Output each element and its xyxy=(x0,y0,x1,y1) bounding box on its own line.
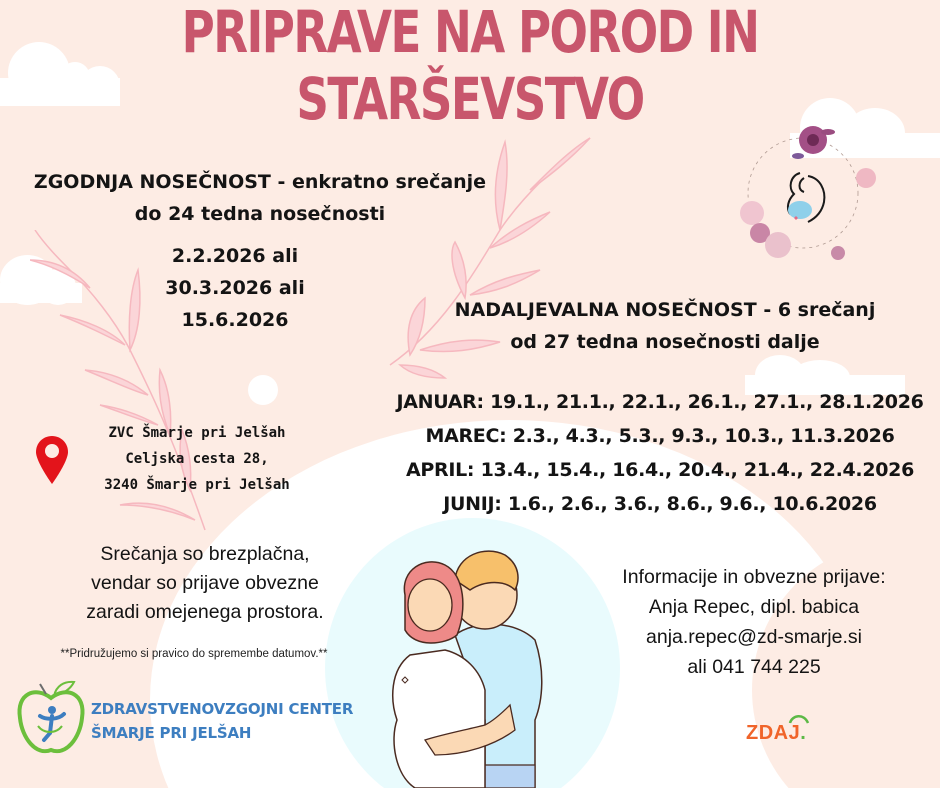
free-meetings-notice xyxy=(40,540,370,627)
early-date: 2.2.2026 ali xyxy=(171,245,299,267)
organization-name-line-2: ŠMARJE PRI JELŠAH xyxy=(91,724,252,742)
continued-pregnancy-title: NADALJEVALNA NOSEČNOST - 6 srečanj xyxy=(454,299,876,321)
organization-name xyxy=(91,697,353,745)
schedule-row xyxy=(385,453,935,487)
pregnant-couple-illustration xyxy=(385,540,575,788)
cloud-small-center xyxy=(248,375,288,405)
zdaj-logo-dot: . xyxy=(800,722,807,744)
early-pregnancy-dates xyxy=(120,240,350,336)
organization-name-line-1: ZDRAVSTVENOVZGOJNI CENTER xyxy=(91,700,354,718)
continued-pregnancy-subtitle: od 27 tedna nosečnosti dalje xyxy=(510,331,820,353)
contact-heading: Informacije in obvezne prijave: xyxy=(622,566,886,588)
contact-phone[interactable]: ali 041 744 225 xyxy=(687,656,821,678)
schedule-row xyxy=(385,385,935,419)
address-line: 3240 Šmarje pri Jelšah xyxy=(104,477,290,493)
early-pregnancy-heading xyxy=(0,166,520,230)
schedule-month: JANUAR: xyxy=(396,391,484,413)
address-line: Celjska cesta 28, xyxy=(125,451,269,467)
notice-line: zaradi omejenega prostora. xyxy=(86,601,324,623)
contact-email-link[interactable]: anja.repec@zd-smarje.si xyxy=(646,626,862,648)
early-date: 15.6.2026 xyxy=(181,309,289,331)
notice-line: Srečanja so brezplačna, xyxy=(100,543,310,565)
date-change-disclaimer: **Pridružujemo si pravico do spremembe datumov.** xyxy=(60,648,328,660)
floral-wreath-pregnant-couple-icon xyxy=(728,118,878,268)
schedule-row xyxy=(385,487,935,521)
contact-person: Anja Repec, dipl. babica xyxy=(648,596,860,618)
early-pregnancy-title: ZGODNJA NOSEČNOST - enkratno srečanje xyxy=(33,171,487,193)
page-title-line-2: STARŠEVSTVO xyxy=(296,65,644,133)
page-title-line-1: PRIPRAVE NA POROD IN xyxy=(181,0,759,66)
schedule-row xyxy=(385,419,935,453)
map-pin-icon xyxy=(36,436,68,484)
contact-info xyxy=(568,562,940,682)
schedule-month: APRIL: xyxy=(406,459,475,481)
early-pregnancy-subtitle: do 24 tedna nosečnosti xyxy=(134,203,386,225)
zdaj-logo-text: ZDAJ xyxy=(746,722,801,744)
cloud-top-left xyxy=(0,40,120,110)
notice-line: vendar so prijave obvezne xyxy=(91,572,319,594)
schedule-dates: 19.1., 21.1., 22.1., 26.1., 27.1., 28.1.2026 xyxy=(490,391,924,413)
schedule-month: JUNIJ: xyxy=(443,493,502,515)
continued-pregnancy-heading xyxy=(405,294,925,358)
apple-person-logo-icon xyxy=(16,678,86,758)
address-line: ZVC Šmarje pri Jelšah xyxy=(108,425,286,441)
continued-pregnancy-schedule xyxy=(385,385,935,521)
schedule-dates: 13.4., 15.4., 16.4., 20.4., 21.4., 22.4.2026 xyxy=(480,459,914,481)
schedule-dates: 1.6., 2.6., 3.6., 8.6., 9.6., 10.6.2026 xyxy=(507,493,877,515)
early-date: 30.3.2026 ali xyxy=(165,277,305,299)
schedule-dates: 2.3., 4.3., 5.3., 9.3., 10.3., 11.3.2026 xyxy=(512,425,895,447)
zdaj-logo xyxy=(746,722,806,745)
zdaj-arc-icon xyxy=(788,713,810,725)
schedule-month: MAREC: xyxy=(425,425,507,447)
location-address xyxy=(92,420,302,498)
